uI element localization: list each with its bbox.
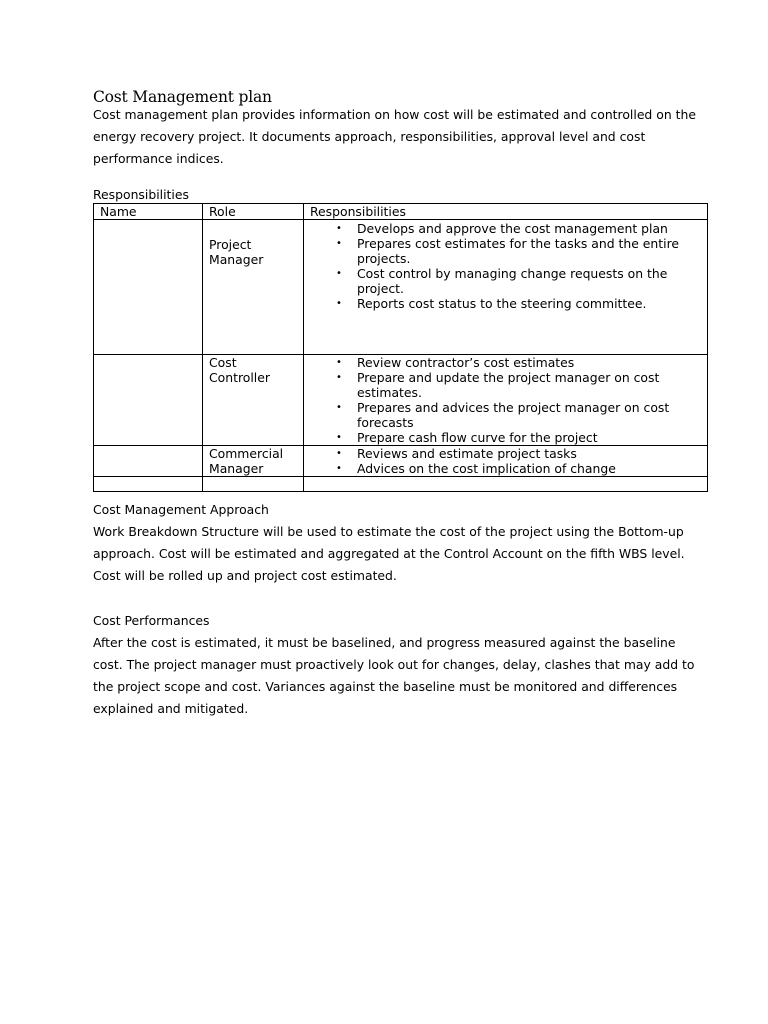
table-row bbox=[94, 446, 708, 477]
responsibilities-cell bbox=[304, 355, 708, 446]
page-title: Cost Management plan bbox=[93, 88, 272, 106]
list-item: • Review contractor’s cost estimates bbox=[310, 355, 701, 370]
responsibilities-cell bbox=[304, 220, 708, 355]
list-item: • Prepares cost estimates for the tasks and the entire projects. bbox=[310, 236, 701, 266]
name-cell bbox=[94, 446, 203, 477]
intro-paragraph: Cost management plan provides information on how cost will be estimated and controlled on the energy recovery project. It documents approach, responsibilities, approval level and cost performance indices. bbox=[93, 107, 696, 166]
bullet-list bbox=[310, 446, 701, 476]
name-cell bbox=[94, 477, 203, 492]
table-row bbox=[94, 220, 708, 355]
list-item: • Prepare cash flow curve for the project bbox=[310, 430, 701, 445]
role-cell bbox=[203, 477, 304, 492]
bullet-list bbox=[310, 221, 701, 311]
list-item: • Reports cost status to the steering committee. bbox=[310, 296, 701, 311]
performance-paragraph: After the cost is estimated, it must be baselined, and progress measured against the baseline cost. The project manager must proactively look out for changes, delay, clashes that may add to the project scope and cost. Variances against the baseline must be monitored and differences explained and mitigated. bbox=[93, 635, 695, 716]
list-item: • Prepares and advices the project manager on cost forecasts bbox=[310, 400, 701, 430]
bullet-list bbox=[310, 355, 701, 445]
table-row bbox=[94, 477, 708, 492]
name-cell bbox=[94, 220, 203, 355]
column-header-responsibilities: Responsibilities bbox=[304, 204, 708, 220]
list-item: • Reviews and estimate project tasks bbox=[310, 446, 701, 461]
table-row bbox=[94, 355, 708, 446]
responsibilities-cell bbox=[304, 477, 708, 492]
performance-heading: Cost Performances bbox=[93, 613, 210, 628]
approach-heading: Cost Management Approach bbox=[93, 502, 269, 517]
role-cell: Project Manager bbox=[203, 220, 304, 355]
column-header-role: Role bbox=[203, 204, 304, 220]
list-item: • Develops and approve the cost management plan bbox=[310, 221, 701, 236]
responsibilities-table bbox=[93, 203, 708, 492]
name-cell bbox=[94, 355, 203, 446]
list-item: • Prepare and update the project manager on cost estimates. bbox=[310, 370, 701, 400]
responsibilities-cell bbox=[304, 446, 708, 477]
table-header-row bbox=[94, 204, 708, 220]
role-cell: Cost Controller bbox=[203, 355, 304, 446]
responsibilities-heading: Responsibilities bbox=[93, 187, 189, 202]
role-cell: Commercial Manager bbox=[203, 446, 304, 477]
list-item: • Cost control by managing change requests on the project. bbox=[310, 266, 701, 296]
approach-paragraph: Work Breakdown Structure will be used to estimate the cost of the project using the Bottom-up approach. Cost will be estimated and aggregated at the Control Account on the fifth WBS level. Cost will be rolled up and project cost estimated. bbox=[93, 524, 685, 583]
list-item: • Advices on the cost implication of change bbox=[310, 461, 701, 476]
column-header-name: Name bbox=[94, 204, 203, 220]
